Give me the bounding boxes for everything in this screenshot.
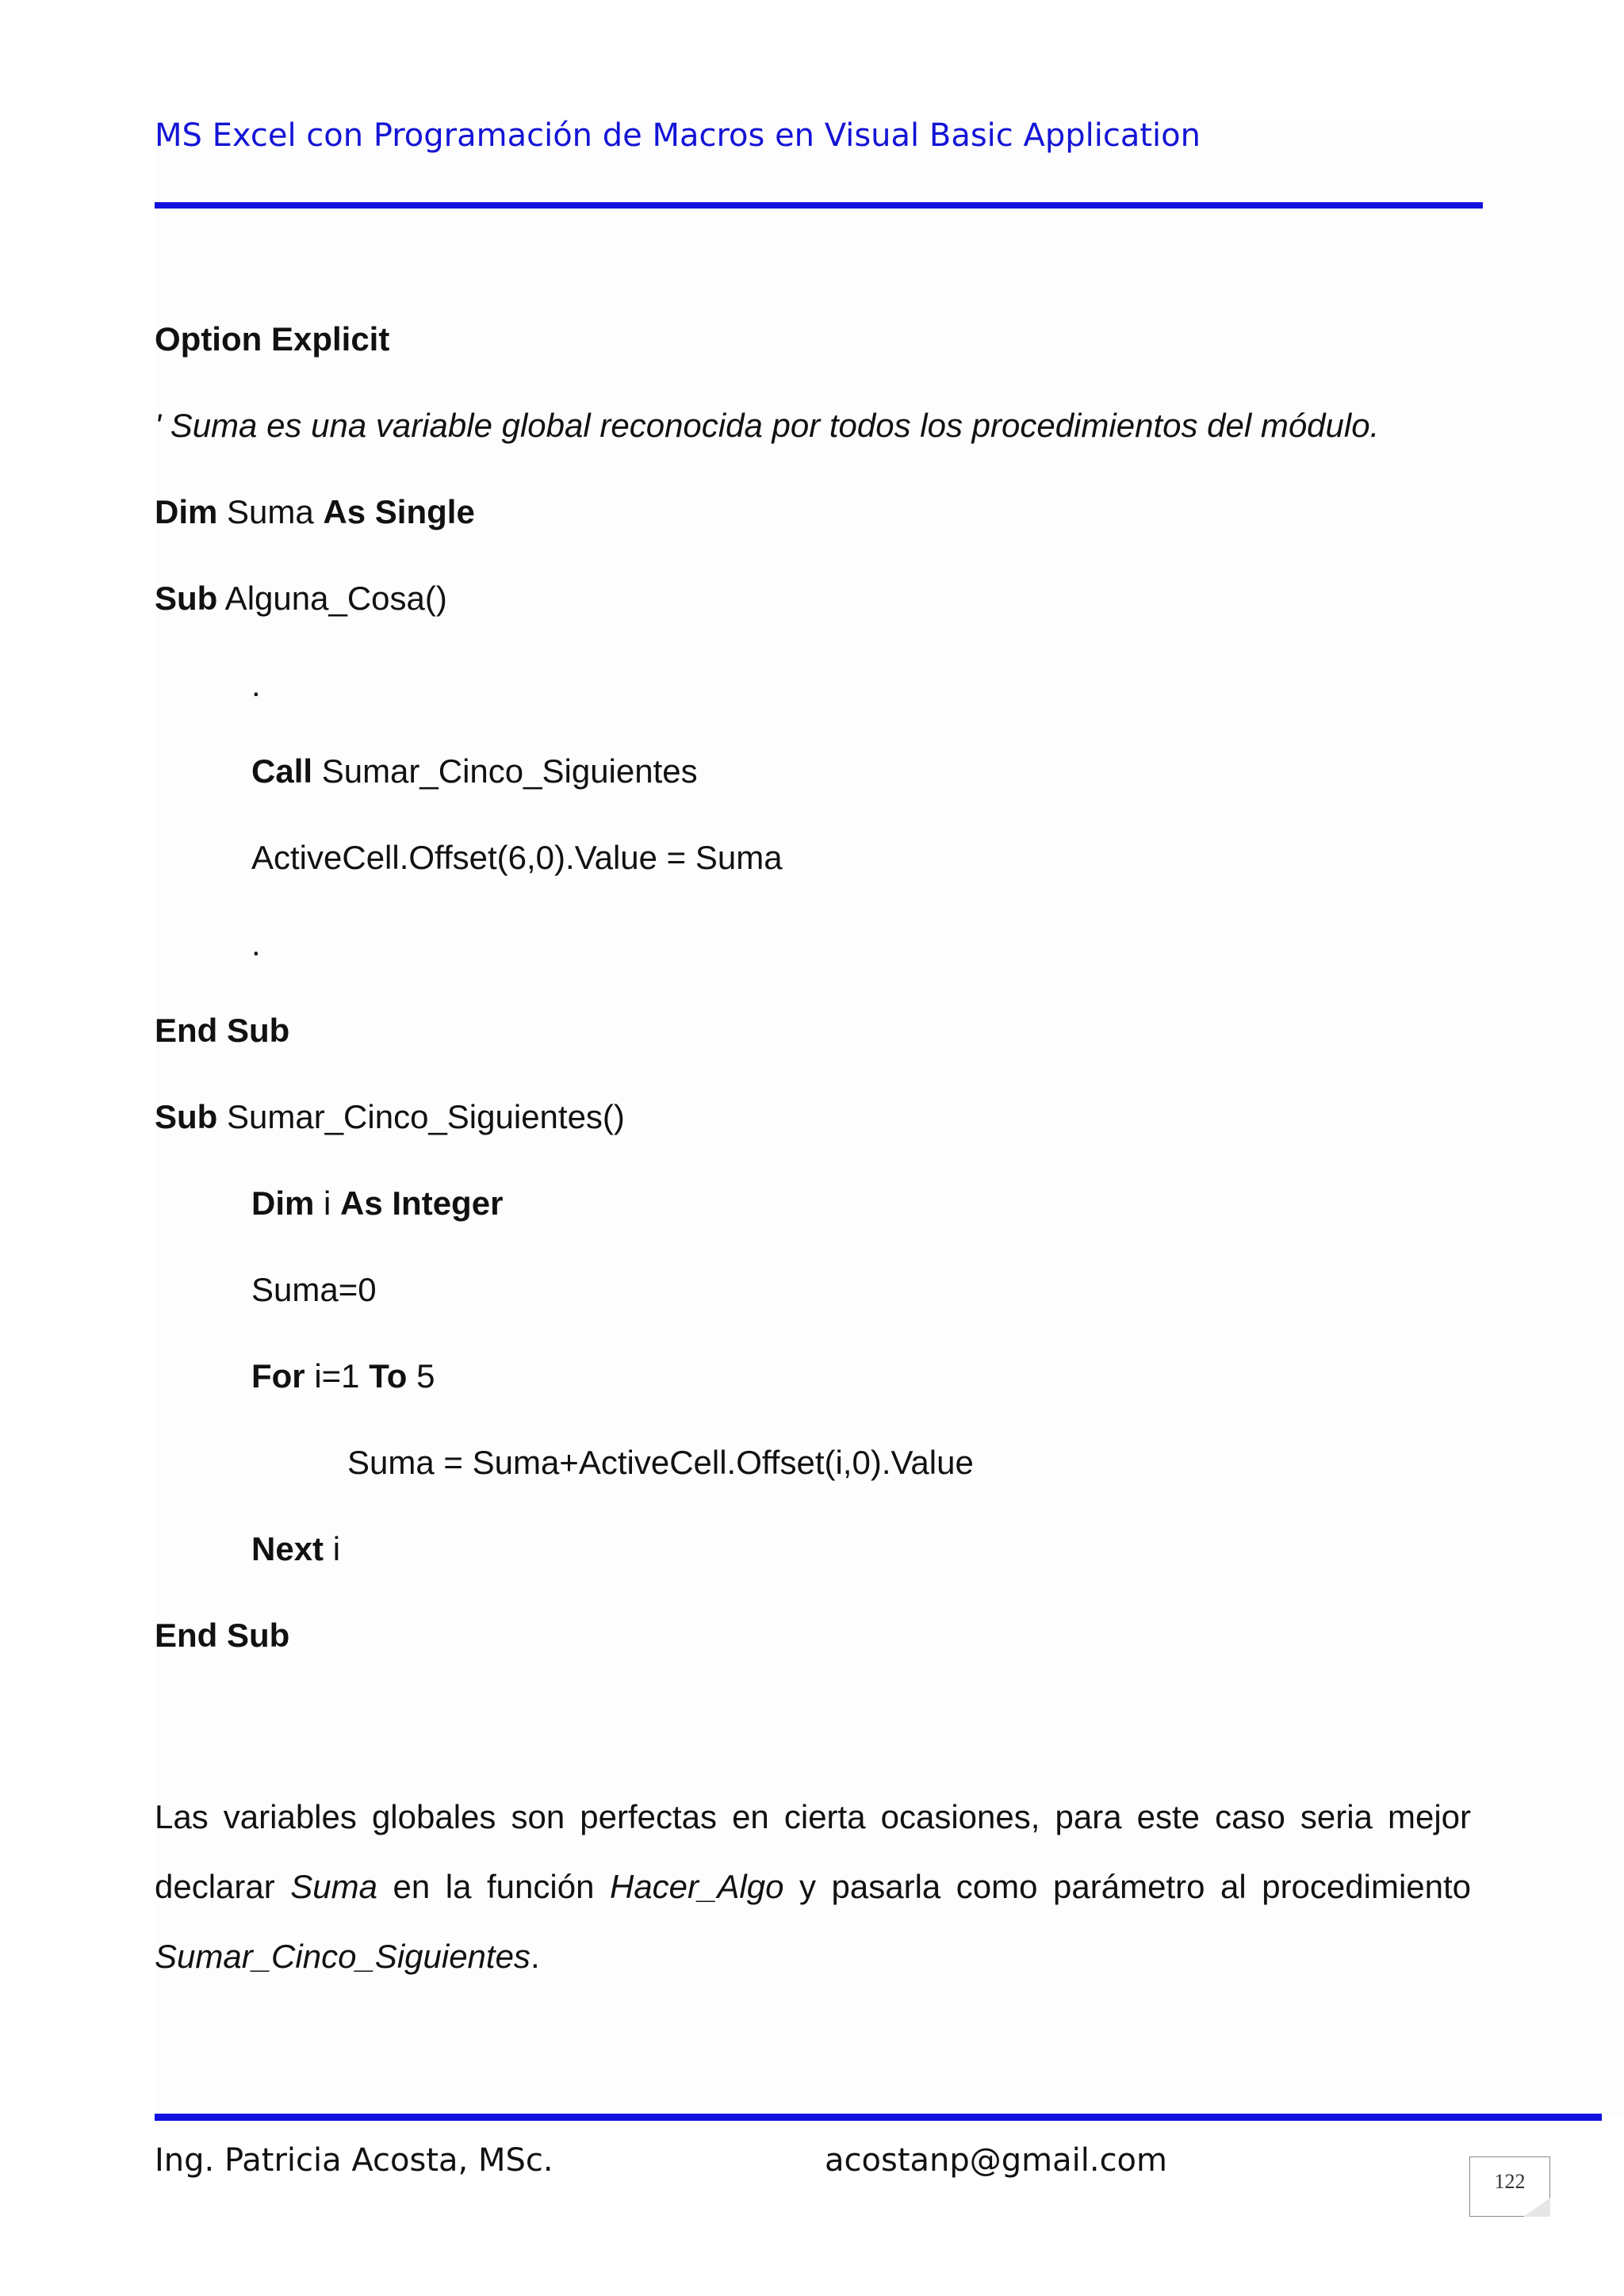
paragraph-text: . (530, 1938, 540, 1975)
code-dim-i (251, 1184, 503, 1223)
code-ellipsis-dot: . (251, 925, 261, 962)
keyword: To (369, 1357, 408, 1395)
code-activecell-assign: ActiveCell.Offset(6,0).Value = Suma (251, 839, 783, 876)
identifier: i=1 (304, 1357, 370, 1395)
identifier: 5 (407, 1357, 435, 1395)
code-for-loop (251, 1357, 435, 1395)
identifier: i (324, 1530, 341, 1567)
identifier: Sumar_Cinco_Siguientes (312, 752, 698, 790)
code-call (251, 752, 698, 790)
keyword: As Integer (340, 1184, 504, 1222)
code-end-sub: End Sub (155, 1617, 290, 1654)
paragraph-emphasis: Hacer_Algo (609, 1868, 784, 1905)
keyword: Sub (155, 1098, 218, 1135)
keyword: Dim (155, 493, 218, 530)
code-suma-zero: Suma=0 (251, 1271, 377, 1308)
code-ellipsis-dot: . (251, 666, 261, 703)
footer-email: acostanp@gmail.com (825, 2142, 1167, 2179)
code-comment: ' Suma es una variable global reconocida por todos los procedimientos del módulo. (155, 407, 1380, 444)
header-title: MS Excel con Programación de Macros en Visual Basic Application (155, 117, 1201, 154)
keyword: For (251, 1357, 305, 1395)
paragraph-emphasis: Sumar_Cinco_Siguientes (155, 1938, 530, 1975)
identifier: Alguna_Cosa() (217, 580, 447, 617)
paragraph-emphasis: Suma (290, 1868, 377, 1905)
page-number: 122 (1494, 2170, 1526, 2193)
keyword: Sub (155, 580, 218, 617)
footer-rule (155, 2114, 1602, 2121)
identifier: Sumar_Cinco_Siguientes() (217, 1098, 625, 1135)
code-dim-suma (155, 493, 475, 531)
keyword: Call (251, 752, 313, 790)
identifier: Suma (217, 493, 324, 530)
header-rule (155, 202, 1483, 209)
code-option-explicit: Option Explicit (155, 320, 390, 358)
code-end-sub: End Sub (155, 1012, 290, 1049)
keyword: As Single (323, 493, 475, 530)
code-sub-alguna-cosa (155, 580, 447, 618)
page-number-box (1469, 2156, 1550, 2217)
identifier: i (314, 1184, 341, 1222)
footer-author: Ing. Patricia Acosta, MSc. (155, 2142, 553, 2179)
code-sub-sumar-cinco (155, 1098, 625, 1136)
explanation-paragraph (155, 1782, 1471, 1992)
paragraph-text: y pasarla como parámetro al procedimiento (783, 1868, 1472, 1905)
paragraph-text: Las variables globales son perfectas en cierta ocasiones, para este caso seria mejor declarar (155, 1798, 1471, 1905)
keyword: Next (251, 1530, 324, 1567)
code-loop-body: Suma = Suma+ActiveCell.Offset(i,0).Value (347, 1444, 974, 1481)
keyword: Dim (251, 1184, 315, 1222)
paragraph-text: en la función (377, 1868, 610, 1905)
page-curl-icon (1523, 2198, 1550, 2217)
code-next (251, 1530, 340, 1568)
